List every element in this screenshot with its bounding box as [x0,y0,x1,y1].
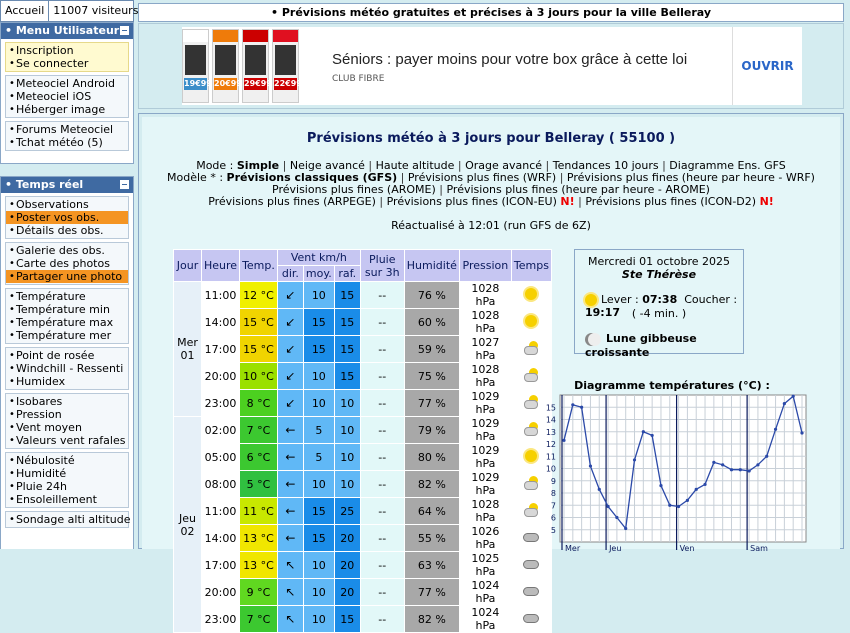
rain-cell: -- [360,471,404,498]
wind-avg-cell: 10 [303,363,334,390]
humidity-cell: 82 % [404,606,459,633]
user-menu-title: • Menu Utilisateur [5,24,120,37]
col-temp: Temp. [240,250,278,282]
time-cell: 11:00 [202,282,240,309]
pressure-cell: 1029 hPa [459,444,511,471]
sidebar-link[interactable]: • Partager une photo [6,270,128,283]
option-link[interactable]: Prévisions plus fines (ICON-EU) [386,195,557,208]
humidity-cell: 60 % [404,309,459,336]
box-product-image [212,29,242,103]
home-link[interactable]: Accueil [1,1,49,21]
temperature-point [580,406,583,409]
humidity-cell: 75 % [404,363,459,390]
wind-dir-cell: ↙ [277,363,303,390]
sidebar-link[interactable]: • Forums Meteociel [6,123,128,136]
time-cell: 23:00 [202,390,240,417]
y-tick-label: 12 [545,440,556,449]
day-cell: Mer 01 [174,282,202,417]
table-row [174,363,552,390]
separator: | [375,195,387,208]
y-tick-label: 6 [550,513,556,523]
y-tick-label: 5 [550,525,556,535]
menu-group [5,242,129,285]
rain-cell: -- [360,525,404,552]
rain-cell: -- [360,336,404,363]
sidebar-link[interactable]: • Pluie 24h [6,480,128,493]
x-day-label: Sam [750,544,768,553]
pressure-cell: 1029 hPa [459,471,511,498]
time-cell: 14:00 [202,525,240,552]
wind-avg-cell: 10 [303,390,334,417]
table-row [174,552,552,579]
humidity-cell: 77 % [404,390,459,417]
wind-gust-cell: 15 [334,606,360,633]
weather-cell [511,282,551,309]
sidebar-link[interactable]: • Windchill - Ressenti [6,362,128,375]
wind-avg-cell: 10 [303,282,334,309]
table-row [174,390,552,417]
sunset-label: Coucher : [684,293,738,306]
temperature-point [651,434,654,437]
temp-cell: 7 °C [240,417,278,444]
y-tick-label: 8 [550,489,556,498]
temp-cell: 6 °C [240,444,278,471]
temperature-point [756,463,759,466]
sidebar-link[interactable]: • Température mer [6,329,128,342]
rain-cell: -- [360,417,404,444]
rain-cell: -- [360,309,404,336]
option-link[interactable]: Haute altitude [375,159,455,172]
partly-cloudy-icon [524,343,538,353]
table-row [174,579,552,606]
pressure-cell: 1028 hPa [459,363,511,390]
option-link[interactable]: Tendances 10 jours [552,159,659,172]
wind-gust-cell: 15 [334,336,360,363]
col-vent: Vent km/h [277,250,360,266]
table-row [174,471,552,498]
ad-price: 20€99 [214,79,242,88]
wind-avg-cell: 10 [303,606,334,633]
col-heure: Heure [202,250,240,282]
day-length-change: ( -4 min. ) [631,307,687,320]
new-badge: N! [560,195,575,208]
humidity-cell: 76 % [404,282,459,309]
sidebar-link[interactable]: • Humidité [6,467,128,480]
wind-dir-cell: ↖ [277,579,303,606]
wind-avg-cell: 10 [303,471,334,498]
col-jour: Jour [174,250,202,282]
ad-open-button[interactable]: OUVRIR [732,27,802,105]
sidebar-link[interactable]: • Galerie des obs. [6,244,128,257]
temperature-point [606,505,609,508]
ad-price: 29€99 [244,79,272,88]
cloud-icon [523,560,539,569]
wind-avg-cell: 15 [303,498,334,525]
temperature-point [686,499,689,502]
sidebar-link[interactable]: • Vent moyen [6,421,128,434]
weather-cell [511,309,551,336]
sidebar-link[interactable]: • Carte des photos [6,257,128,270]
time-cell: 20:00 [202,579,240,606]
box-product-image [182,29,212,103]
separator: | [397,171,408,184]
temperature-point [633,458,636,461]
sidebar-link[interactable]: • Nébulosité [6,454,128,467]
day-cell: Jeu 02 [174,417,202,633]
sidebar-link[interactable]: • Poster vos obs. [6,211,128,224]
option-link[interactable]: Prévisions plus fines (WRF) [407,171,557,184]
option-link[interactable]: Simple [236,159,280,172]
day-date: Mercredi 01 octobre 2025 [587,255,730,268]
pressure-cell: 1028 hPa [459,282,511,309]
temperature-point [783,402,786,405]
temperature-point [730,468,733,471]
option-link[interactable]: Prévisions plus fines (heure par heure - WRF) [566,171,815,184]
menu-group [5,347,129,390]
col-humidite: Humidité [404,250,459,282]
rain-cell: -- [360,606,404,633]
wind-gust-cell: 25 [334,498,360,525]
weather-cell [511,552,551,579]
wind-gust-cell: 20 [334,579,360,606]
separator: | [658,159,670,172]
sidebar-link[interactable]: • Se connecter [6,57,128,70]
y-tick-label: 11 [545,452,556,462]
x-day-label: Jeu [609,544,622,553]
menu-group [5,452,129,508]
line-prefix: Mode : [196,159,237,172]
temp-cell: 10 °C [240,363,278,390]
sidebar-link[interactable]: • Humidex [6,375,128,388]
sidebar-link[interactable]: • Température max [6,316,128,329]
user-menu-panel [0,22,134,164]
separator: | [364,159,376,172]
chart-title: Diagramme températures (°C) : [574,379,770,392]
y-tick-label: 13 [545,427,556,437]
sidebar-link[interactable]: • Détails des obs. [6,224,128,237]
col-temps: Temps [511,250,551,282]
ad-area [138,23,844,109]
wind-gust-cell: 15 [334,309,360,336]
time-cell: 23:00 [202,606,240,633]
temperature-point [703,483,706,486]
wind-gust-cell: 10 [334,417,360,444]
humidity-cell: 55 % [404,525,459,552]
x-day-label: Mer [565,544,581,553]
wind-dir-cell: ↙ [277,336,303,363]
humidity-cell: 59 % [404,336,459,363]
sunrise-label: Lever : [601,293,643,306]
option-link[interactable]: Prévisions plus fines (ICON-D2) [585,195,757,208]
time-cell: 02:00 [202,417,240,444]
box-product-image [242,29,272,103]
time-cell: 17:00 [202,552,240,579]
temperature-point [739,468,742,471]
rain-cell: -- [360,579,404,606]
option-link[interactable]: Prévisions plus fines (ARPEGE) [208,195,376,208]
table-row [174,498,552,525]
day-info-panel [574,249,744,359]
temperature-point [774,428,777,431]
wind-dir-cell: ← [277,471,303,498]
pressure-cell: 1028 hPa [459,498,511,525]
sun-icon [585,294,597,306]
temperature-point [615,516,618,519]
pressure-cell: 1029 hPa [459,417,511,444]
wind-avg-cell: 15 [303,336,334,363]
sidebar-link[interactable]: • Point de rosée [6,349,128,362]
collapse-icon[interactable] [120,180,129,189]
temps-reel-panel [0,176,134,549]
separator: | [556,171,567,184]
option-link[interactable]: Diagramme Ens. GFS [669,159,786,172]
temp-cell: 7 °C [240,606,278,633]
temperature-point [721,463,724,466]
sidebar-link[interactable]: • Pression [6,408,128,421]
humidity-cell: 63 % [404,552,459,579]
sidebar-link[interactable]: • Température min [6,303,128,316]
y-tick-label: 10 [545,464,556,474]
table-row [174,525,552,552]
menu-group [5,42,129,72]
table-row [174,444,552,471]
time-cell: 05:00 [202,444,240,471]
ad-price: 19€99 [184,79,212,88]
new-badge: N! [759,195,774,208]
option-link[interactable]: Neige avancé [289,159,365,172]
temp-cell: 8 °C [240,390,278,417]
temperature-chart [536,392,812,552]
wind-dir-cell: ↖ [277,552,303,579]
sun-icon [525,288,537,300]
rain-cell: -- [360,390,404,417]
y-tick-label: 7 [550,501,556,511]
weather-cell [511,606,551,633]
temp-cell: 15 °C [240,309,278,336]
temperature-point [562,439,565,442]
col-moy: moy. [303,266,334,282]
option-link[interactable]: Prévisions classiques (GFS) [226,171,398,184]
temp-cell: 9 °C [240,579,278,606]
rain-cell: -- [360,444,404,471]
wind-dir-cell: ← [277,498,303,525]
time-cell: 17:00 [202,336,240,363]
wind-gust-cell: 20 [334,552,360,579]
wind-gust-cell: 10 [334,471,360,498]
temperature-point [589,464,592,467]
separator: | [435,183,447,196]
cloud-icon [523,614,539,623]
temps-reel-header [1,177,133,193]
sunrise-time: 07:38 [642,293,678,306]
menu-group [5,288,129,344]
temperature-point [571,403,574,406]
time-cell: 14:00 [202,309,240,336]
user-menu-header [1,23,133,39]
wind-avg-cell: 10 [303,552,334,579]
moon-icon [585,333,598,346]
sunset-time: 19:17 [585,306,621,319]
sidebar-link[interactable]: • Ensoleillement [6,493,128,506]
pressure-cell: 1029 hPa [459,390,511,417]
table-row [174,606,552,633]
table-row [174,336,552,363]
wind-dir-cell: ↙ [277,390,303,417]
wind-avg-cell: 10 [303,579,334,606]
sidebar-link[interactable]: • Inscription [6,44,128,57]
temperature-point [695,488,698,491]
wind-gust-cell: 10 [334,444,360,471]
line-prefix: Modèle * : [167,171,227,184]
visitor-count: 11007 visiteurs [53,4,139,17]
weather-cell [511,579,551,606]
separator: | [574,195,586,208]
separator: | [454,159,466,172]
wind-avg-cell: 5 [303,417,334,444]
forecast-table [173,249,552,633]
col-pluie: Pluie sur 3h [360,250,404,282]
temp-cell: 5 °C [240,471,278,498]
temperature-point [800,431,803,434]
page-header: • Prévisions météo gratuites et précises à 3 jours pour la ville Belleray [138,3,844,22]
sidebar-link[interactable]: • Sondage alti altitude [6,513,128,526]
rain-cell: -- [360,363,404,390]
box-product-image [272,29,302,103]
top-links [0,0,139,22]
ad-price: 22€99 [274,79,302,88]
temperature-point [748,469,751,472]
cloud-icon [523,587,539,596]
temperature-point [598,488,601,491]
sun-icon [525,315,537,327]
wind-gust-cell: 10 [334,390,360,417]
ad-source: CLUB FIBRE [332,74,385,84]
sidebar-link[interactable]: • Meteociel iOS [6,90,128,103]
wind-dir-cell: ← [277,525,303,552]
temperature-point [792,395,795,398]
separator: | [542,159,553,172]
sidebar-link[interactable]: • Tchat météo (5) [6,136,128,149]
temperature-point [712,461,715,464]
y-tick-label: 9 [550,476,556,486]
rain-cell: -- [360,498,404,525]
table-row [174,309,552,336]
moon-phase [585,332,743,359]
pressure-cell: 1027 hPa [459,336,511,363]
temp-cell: 12 °C [240,282,278,309]
pressure-cell: 1026 hPa [459,525,511,552]
rain-cell: -- [360,282,404,309]
forecast-content [138,113,844,632]
col-raf: raf. [334,266,360,282]
temperature-point [642,430,645,433]
ad-headline[interactable]: Séniors : payer moins pour votre box grâce à cette loi [332,51,688,68]
pressure-cell: 1024 hPa [459,579,511,606]
y-tick-label: 15 [545,403,556,413]
humidity-cell: 80 % [404,444,459,471]
wind-dir-cell: ← [277,444,303,471]
humidity-cell: 77 % [404,579,459,606]
col-pression: Pression [459,250,511,282]
wind-gust-cell: 15 [334,282,360,309]
x-day-label: Ven [679,544,695,553]
collapse-icon[interactable] [120,26,129,35]
temperature-point [765,455,768,458]
temperature-point [624,527,627,530]
wind-avg-cell: 5 [303,444,334,471]
day-saint: Ste Thérèse [621,268,697,281]
temp-cell: 11 °C [240,498,278,525]
menu-group [5,511,129,528]
y-tick-label: 14 [545,415,556,425]
time-cell: 08:00 [202,471,240,498]
table-row [174,282,552,309]
humidity-cell: 82 % [404,471,459,498]
wind-avg-cell: 15 [303,309,334,336]
temp-cell: 13 °C [240,552,278,579]
model-line-3 [142,195,840,208]
option-link[interactable]: Orage avancé [465,159,543,172]
time-cell: 20:00 [202,363,240,390]
temps-reel-title: • Temps réel [5,178,84,191]
temp-cell: 15 °C [240,336,278,363]
wind-avg-cell: 15 [303,525,334,552]
time-cell: 11:00 [202,498,240,525]
sidebar-link[interactable]: • Température [6,290,128,303]
partly-cloudy-icon [524,370,538,380]
sidebar-link[interactable]: • Valeurs vent rafales [6,434,128,447]
pressure-cell: 1025 hPa [459,552,511,579]
sidebar-link[interactable]: • Meteociel Android [6,77,128,90]
sidebar-link[interactable]: • Observations [6,198,128,211]
temperature-point [659,484,662,487]
temp-cell: 13 °C [240,525,278,552]
wind-dir-cell: ↙ [277,309,303,336]
wind-dir-cell: ↙ [277,282,303,309]
col-dir: dir. [277,266,303,282]
humidity-cell: 79 % [404,417,459,444]
table-row [174,417,552,444]
update-info: Réactualisé à 12:01 (run GFS de 6Z) [391,219,591,232]
ad-banner[interactable] [182,27,802,105]
wind-gust-cell: 15 [334,363,360,390]
separator: | [279,159,290,172]
weather-cell [511,336,551,363]
menu-group [5,196,129,239]
menu-group [5,121,129,151]
sidebar-link[interactable]: • Isobares [6,395,128,408]
humidity-cell: 64 % [404,498,459,525]
wind-dir-cell: ↖ [277,606,303,633]
temperature-point [668,504,671,507]
pressure-cell: 1028 hPa [459,309,511,336]
option-link[interactable]: Prévisions plus fines (heure par heure - AROME) [446,183,710,196]
moon-phase-label: Lune gibbeuse croissante [585,332,697,359]
menu-group [5,393,129,449]
option-link[interactable]: Prévisions plus fines (AROME) [272,183,436,196]
menu-group [5,75,129,118]
wind-dir-cell: ← [277,417,303,444]
sidebar-link[interactable]: • Héberger image [6,103,128,116]
pressure-cell: 1024 hPa [459,606,511,633]
temperature-point [677,505,680,508]
wind-gust-cell: 20 [334,525,360,552]
rain-cell: -- [360,552,404,579]
page-title: Prévisions météo à 3 jours pour Belleray ( 55100 ) [306,131,676,146]
